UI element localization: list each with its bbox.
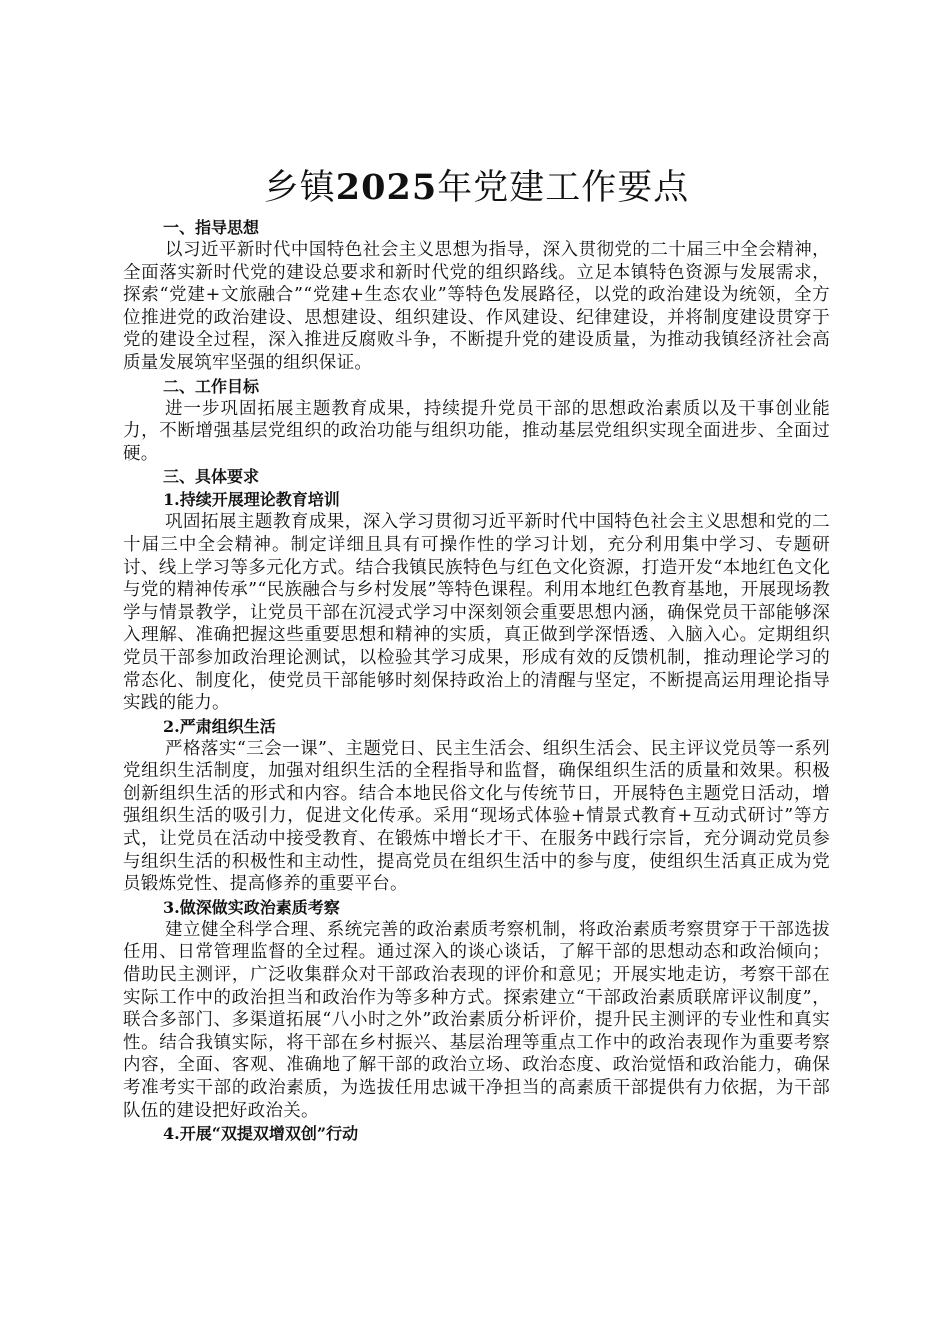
document-title [123,160,830,216]
section-paragraph-work-goals: 进一步巩固拓展主题教育成果，持续提升党员干部的思想政治素质以及干事创业能力，不断增强基层党组织的政治功能与组织功能，推动基层党组织实现全面进步、全面过硬。 [123,398,830,464]
document-page [123,160,830,1145]
section-heading-guiding-thought: 一、指导思想 [163,218,260,237]
subsection-heading-organizational-life: 2.严肃组织生活 [163,716,276,736]
title-prefix: 乡镇 [263,168,336,208]
title-year: 2025 [335,167,438,208]
subsection-paragraph-organizational-life: 严格落实“三会一课”、主题党日、民主生活会、组织生活会、民主评议党员等一系列党组织生活制度，加强对组织生活的全程指导和监督，确保组织生活的质量和效果。积极创新组织生活的形式和内容。结合本地民俗文化与传统节日，开展特色主题党日活动，增强组织生活的吸引力，促进文化传承。采用“现场式体验+情景式教育+互动式研讨”等方式，让党员在活动中接受教育、在锻炼中增长才干、在服务中践行宗旨，充分调动党员参与组织生活的积极性和主动性，提高党员在组织生活中的参与度，使组织生活真正成为党员锻炼党性、提高修养的重要平台。 [123,738,830,895]
section-paragraph-guiding-thought: 以习近平新时代中国特色社会主义思想为指导，深入贯彻党的二十届三中全会精神，全面落实新时代党的建设总要求和新时代党的组织路线。立足本镇特色资源与发展需求，探索“党建+文旅融合”“党建+生态农业”等特色发展路径，以党的政治建设为统领，全方位推进党的政治建设、思想建设、组织建设、作风建设、纪律建设，并将制度建设贯穿于党的建设全过程，深入推进反腐败斗争，不断提升党的建设质量，为推动我镇经济社会高质量发展筑牢坚强的组织保证。 [123,240,830,373]
subsection-heading-political-inspection: 3.做深做实政治素质考察 [163,897,340,917]
section-heading-work-goals: 二、工作目标 [163,376,260,396]
section-heading-specific-requirements: 三、具体要求 [163,467,260,487]
subsection-heading-theory-training: 1.持续开展理论教育培训 [163,490,340,510]
title-suffix: 年党建工作要点 [437,168,690,208]
subsection-paragraph-political-inspection: 建立健全科学合理、系统完善的政治素质考察机制，将政治素质考察贯穿于干部选拔任用、日常管理监督的全过程。通过深入的谈心谈话，了解干部的思想动态和政治倾向；借助民主测评，广泛收集群众对干部政治表现的评价和意见；开展实地走访，考察干部在实际工作中的政治担当和政治作为等多种方式。探索建立“干部政治素质联席评议制度”，联合多部门、多渠道拓展“八小时之外”政治素质分析评价，提升民主测评的专业性和真实性。结合我镇实际，将干部在乡村振兴、基层治理等重点工作中的政治表现作为重要考察内容，全面、客观、准确地了解干部的政治立场、政治态度、政治觉悟和政治能力，确保考准考实干部的政治素质，为选拔任用忠诚干净担当的高素质干部提供有力依据，为干部队伍的建设把好政治关。 [123,919,830,1121]
subsection-heading-double-action: 4.开展“双提双增双创”行动 [163,1124,359,1144]
subsection-paragraph-theory-training: 巩固拓展主题教育成果，深入学习贯彻习近平新时代中国特色社会主义思想和党的二十届三中全会精神。制定详细且具有可操作性的学习计划，充分利用集中学习、专题研讨、线上学习等多元化方式。结合我镇民族特色与红色文化资源，打造开发“本地红色文化与党的精神传承”“民族融合与乡村发展”等特色课程。利用本地红色教育基地，开展现场教学与情景教学，让党员干部在沉浸式学习中深刻领会重要思想内涵，确保党员干部能够深入理解、准确把握这些重要思想和精神的实质，真正做到学深悟透、入脑入心。定期组织党员干部参加政治理论测试，以检验其学习成果，形成有效的反馈机制，推动理论学习的常态化、制度化，使党员干部能够时刻保持政治上的清醒与坚定，不断提高运用理论指导实践的能力。 [123,512,830,714]
